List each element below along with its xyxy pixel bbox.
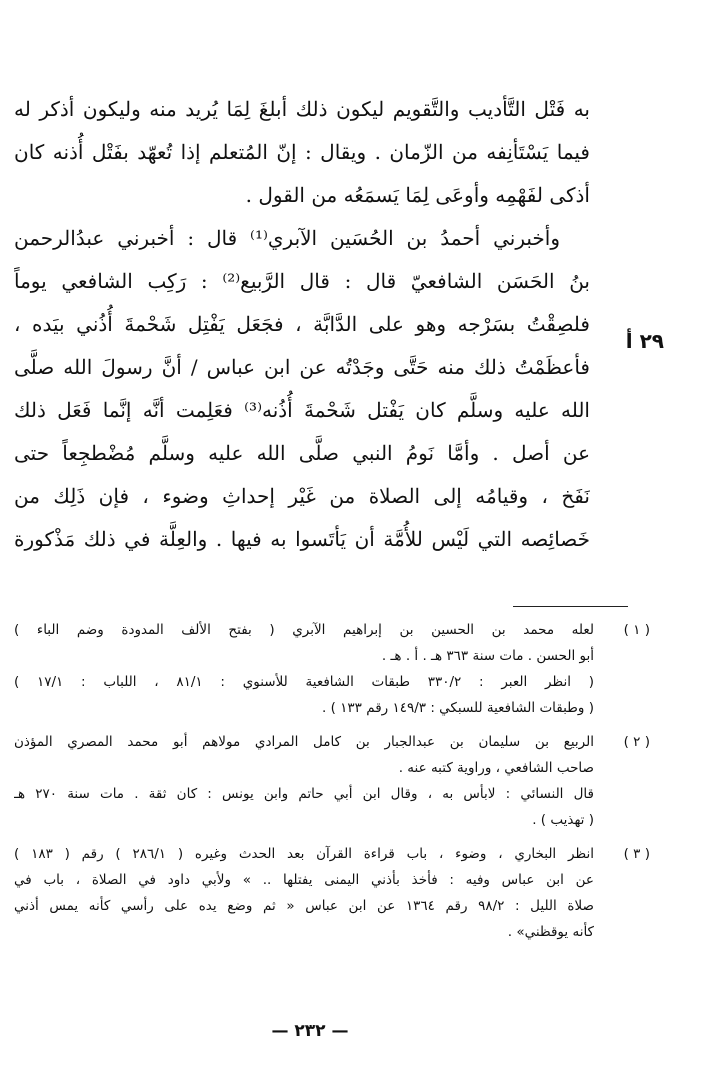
footnote-line: الربيع بن سليمان بن عبدالجبار بن كامل المرادي مولاهم أبو محمد المصري المؤذن xyxy=(14,734,594,750)
footnote-line: صاحب الشافعي ، وراوية كتبه عنه . xyxy=(398,760,594,776)
text-line: الله عليه وسلَّم كان يَفْتل شَحْمةَ أُذُنه⁽³⁾ فعَلِمت أنَّه إنَّما فَعَل ذلك xyxy=(14,398,590,422)
footnote-line: ( تهذيب ) . xyxy=(532,812,594,828)
main-text xyxy=(14,88,590,561)
footnote-divider xyxy=(513,606,628,607)
footnote-line: صلاة الليل : ٩٨/٢ رقم ١٣٦٤ عن ابن عباس « ثم وضع يده على رأسي كأنه يمس أذني xyxy=(14,898,594,914)
footnotes xyxy=(14,617,650,953)
footnote-number: ( ١ ) xyxy=(623,622,650,638)
text-line: نَفَخ ، وقيامُه إلى الصلاة من غَيْر إحداثِ وضوء ، فإن ذَلِك من xyxy=(14,484,590,508)
footnote xyxy=(14,841,650,945)
footnote-line: ( انظر العبر : ٣٣٠/٢ طبقات الشافعية للأسنوي : ٨١/١ ، اللباب : ١٧/١ ) xyxy=(14,674,594,690)
text-line: خَصائِصه التي لَيْس للأُمَّة أن يَأتَسوا به فيها . والعِلَّة في ذلك مَذْكورة xyxy=(14,527,590,551)
manuscript-folio-marker: ٢٩ أ xyxy=(625,329,664,353)
footnote-line: أبو الحسن . مات سنة ٣٦٣ هـ . أ . هـ . xyxy=(381,648,594,664)
footnote-number: ( ٢ ) xyxy=(623,734,650,750)
text-line: به فَتْل التَّأديب والتَّقويم ليكون ذلك أبلغَ لِمَا يُريد منه وليكون أذكر له xyxy=(14,97,590,121)
footnote-number: ( ٣ ) xyxy=(623,846,650,862)
footnote-line: عن ابن عباس وفيه : فأخذ بأذني اليمنى يفتلها .. » ولأبي داود في الصلاة ، باب في xyxy=(14,872,594,888)
text-line: عن أصل . وأمَّا نَومُ النبي صلَّى الله عليه وسلَّم مُضْطجِعاً حتى xyxy=(14,441,590,465)
page-number: — ٢٣٢ — xyxy=(271,1021,349,1041)
text-line: فأعظَمْتُ ذلك منه حَتَّى وجَدْتُه عن ابن عباس / أنَّ رسولَ الله صلَّى xyxy=(14,355,590,379)
footnote-line: كأنه يوقظني» . xyxy=(507,924,594,940)
footnote-line: قال النسائي : لابأس به ، وقال ابن أبي حاتم وابن يونس : كان ثقة . مات سنة ٢٧٠ هـ xyxy=(14,786,594,802)
footnote xyxy=(14,729,650,833)
footnote-line: ( وطبقات الشافعية للسبكي : ١٤٩/٣ رقم ١٣٣ ) . xyxy=(322,700,594,716)
text-line: بنُ الحَسَن الشافعيّ قال : قال الرَّبيع⁽²⁾ : رَكِب الشافعي يوماً xyxy=(14,269,590,293)
text-line: أذكى لفَهْمِه وأوعَى لِمَا يَسمَعُه من القول . xyxy=(245,183,590,207)
footnote-line: لعله محمد بن الحسين بن إبراهيم الآبري ( بفتح الألف المدودة وضم الباء ) xyxy=(14,622,594,638)
text-line: وأخبرني أحمدُ بن الحُسَين الآبري⁽¹⁾ قال : أخبرني عبدُالرحمن xyxy=(14,226,560,250)
footnote-line: انظر البخاري ، وضوء ، باب قراءة القرآن بعد الحدث وغيره ( ٢٨٦/١ ) رقم ( ١٨٣ ) xyxy=(14,846,594,862)
footnote xyxy=(14,617,650,721)
text-line: فلصِقْتُ بسَرْجه وهو على الدَّابَّة ، فجَعَل يَفْتِل شَحْمةَ أُذُني بيَده ، xyxy=(14,312,590,336)
text-line: فيما يَسْتَأنِفه من الزّمان . ويقال : إنّ المُتعلم إذا تُعهّد بفَتْل أُذنه كان xyxy=(14,140,590,164)
